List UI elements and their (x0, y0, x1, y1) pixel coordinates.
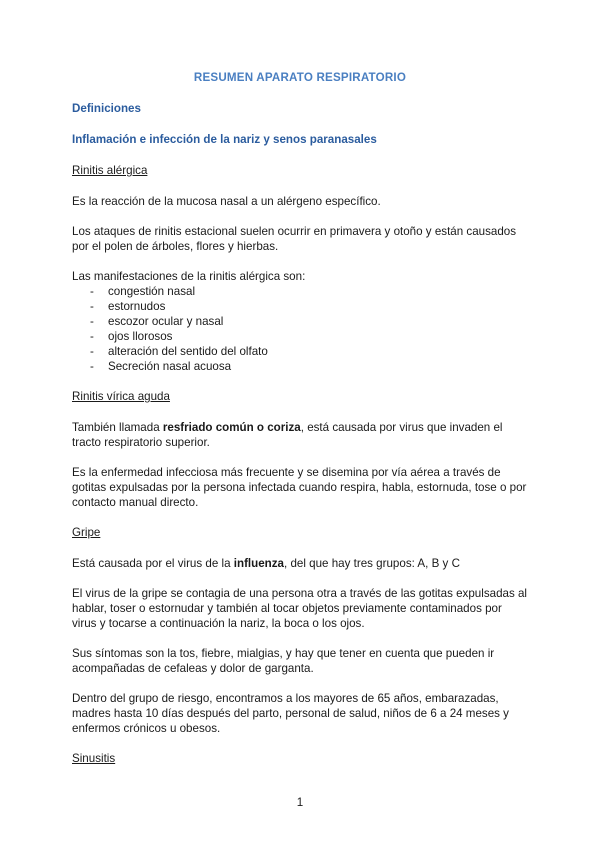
subheading-rinitis-virica: Rinitis vírica aguda (72, 390, 170, 403)
paragraph (72, 420, 528, 450)
bold-term: resfriado común o coriza (162, 421, 301, 434)
paragraph: Las manifestaciones de la rinitis alérgica son: (72, 270, 306, 283)
paragraph: El virus de la gripe se contagia de una persona otra a través de las gotitas expulsadas al hablar, toser o estornudar y también al tocar objetos previamente contaminados por virus y tocarse a continuación la nariz, la boca o los ojos. (72, 587, 528, 630)
paragraph: Los ataques de rinitis estacional suelen ocurrir en primavera y otoño y están causados por el polen de árboles, flores y hierbas. (72, 225, 517, 253)
paragraph-text: , está causada por virus que invaden el tracto respiratorio superior. (72, 421, 503, 449)
list-item: - congestión nasal (90, 284, 268, 299)
paragraph: Es la enfermedad infecciosa más frecuente y se disemina por vía aérea a través de gotitas expulsadas por la persona infectada cuando respira, habla, estornuda, tose o por contacto manual directo. (72, 466, 527, 509)
paragraph: Es la reacción de la mucosa nasal a un alérgeno específico. (72, 195, 381, 208)
section-heading-definiciones: Definiciones (72, 102, 141, 115)
subheading-sinusitis: Sinusitis (72, 752, 116, 765)
subheading-gripe: Gripe (72, 526, 101, 539)
document-title: RESUMEN APARATO RESPIRATORIO (193, 71, 407, 84)
paragraph-text: Está causada por el virus de la (72, 557, 234, 570)
list-item: - estornudos (90, 299, 268, 314)
paragraph (72, 556, 528, 571)
paragraph: Dentro del grupo de riesgo, encontramos a los mayores de 65 años, embarazadas, madres hasta 10 días después del parto, personal de salud, niños de 6 a 24 meses y enfermos crónicos u obesos. (72, 692, 509, 735)
page-number: 1 (296, 796, 304, 809)
paragraph-text: , del que hay tres grupos: A, B y C (284, 557, 460, 570)
list-item: - escozor ocular y nasal (90, 314, 268, 329)
paragraph: Sus síntomas son la tos, fiebre, mialgias, y hay que tener en cuenta que pueden ir acompañadas de cefaleas y dolor de garganta. (72, 647, 495, 675)
list-item: - alteración del sentido del olfato (90, 344, 268, 359)
bold-term: influenza (233, 557, 285, 570)
symptom-list (90, 284, 268, 374)
list-item: - Secreción nasal acuosa (90, 359, 268, 374)
paragraph-text: También llamada (72, 421, 163, 434)
subheading-rinitis-alergica: Rinitis alérgica (72, 164, 148, 177)
section-heading-inflamacion: Inflamación e infección de la nariz y senos paranasales (72, 133, 377, 146)
list-item: - ojos llorosos (90, 329, 268, 344)
